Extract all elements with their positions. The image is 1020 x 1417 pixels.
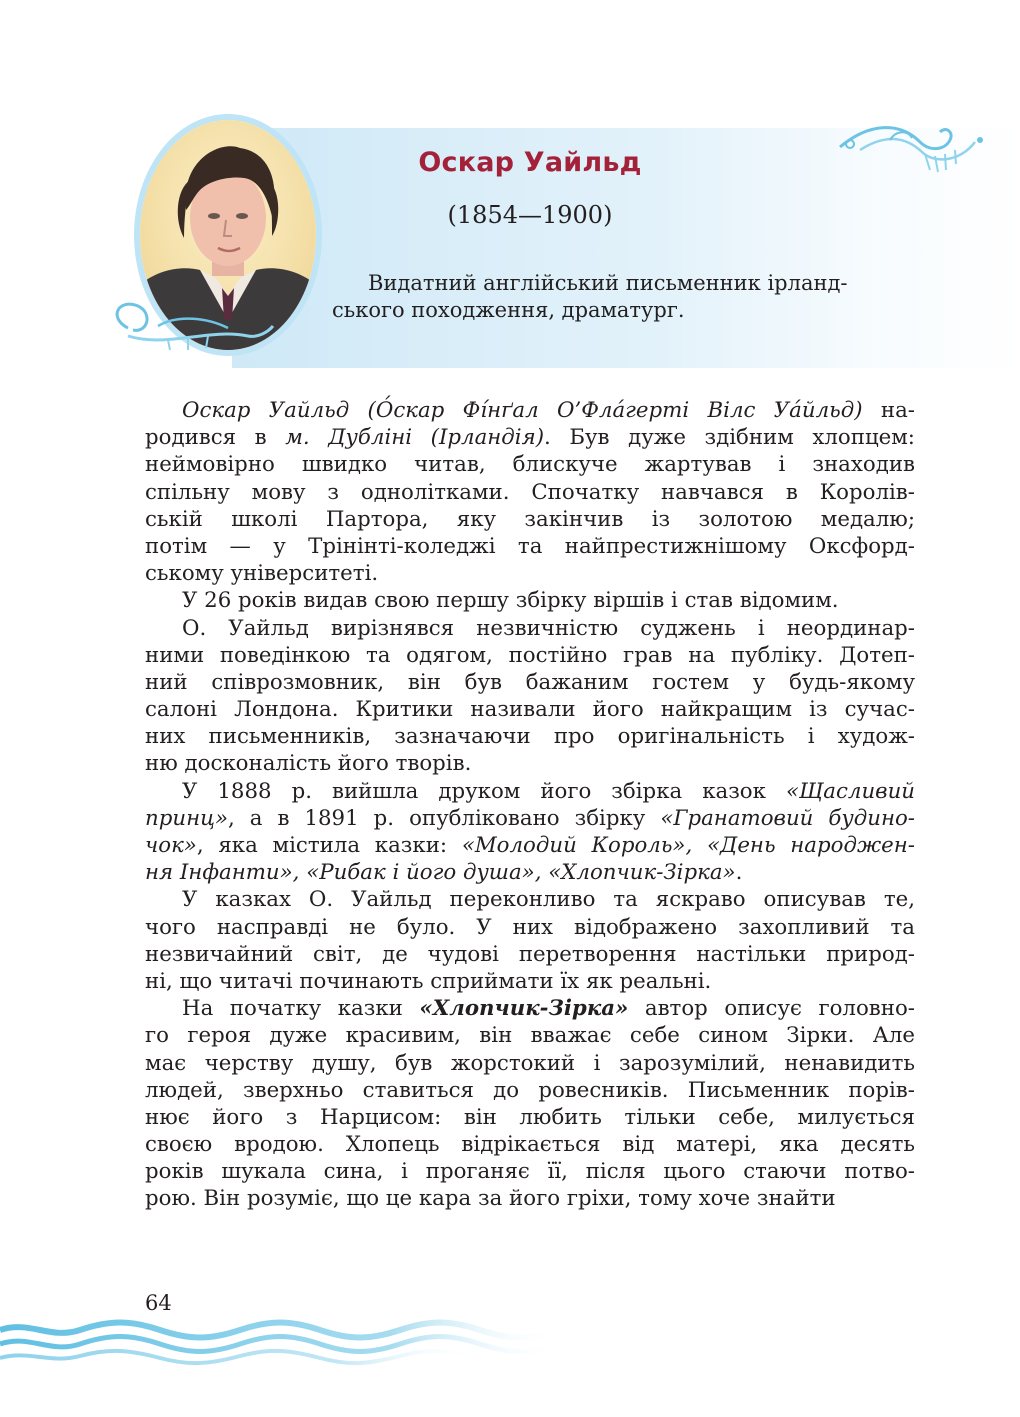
text-line — [145, 479, 915, 506]
text-line — [145, 1185, 915, 1212]
emphasized-text: «Хлопчик-Зірка» — [419, 996, 629, 1022]
text-segment: на- — [862, 398, 915, 423]
text-line — [145, 1104, 915, 1131]
text-segment: ний співрозмовник, він був бажаним гостем у будь-якому — [145, 669, 915, 695]
text-line — [145, 1022, 915, 1049]
emphasized-text: принц» — [145, 805, 228, 831]
emphasized-text: Оскар Уайльд (О́скар Фі́нґал О’Фла́герті Вілс Уа́йльд) — [182, 398, 863, 423]
text-segment: незвичайний світ, де чудові перетворення настільки природ- — [145, 941, 915, 967]
text-segment: . — [735, 860, 743, 886]
text-line — [145, 778, 915, 805]
author-description-line: ського походження, драматург. — [332, 298, 685, 322]
text-segment: , а в 1891 р. опубліковано збірку — [227, 805, 661, 831]
text-line — [145, 859, 915, 886]
emphasized-text: «Щасливий — [785, 778, 915, 804]
text-segment: ській школі Партора, яку закінчив із золотою медалю; — [145, 506, 915, 532]
text-segment: го героя дуже красивим, він вважає себе сином Зірки. Але — [145, 1023, 915, 1049]
text-line — [145, 669, 915, 696]
text-line — [145, 1131, 915, 1158]
emphasized-text: чок» — [145, 833, 197, 858]
text-line — [145, 1158, 915, 1185]
header-ornament-top — [830, 112, 990, 182]
text-line — [145, 424, 915, 451]
text-segment: салоні Лондона. Критики називали його найкращим із сучас- — [145, 697, 915, 723]
emphasized-text: м. Дубліні (Ірландія) — [285, 425, 545, 451]
text-line — [145, 533, 915, 560]
text-segment: ні, що читачі починають сприймати їх як реальні. — [145, 968, 712, 994]
text-segment: рою. Він розуміє, що це кара за його гріхи, тому хоче знайти — [145, 1186, 836, 1212]
text-segment: років шукала сина, і проганяє її, після цього стаючи потво- — [145, 1159, 915, 1185]
text-line — [145, 805, 915, 832]
text-segment: чого насправді не було. У них відображено захопливий та — [145, 914, 915, 940]
text-segment: своєю вродою. Хлопець відрікається від матері, яка десять — [145, 1132, 915, 1158]
footer-wave-decoration — [0, 1308, 560, 1368]
text-line — [145, 696, 915, 723]
text-line — [145, 397, 915, 424]
text-segment: має черству душу, був жорстокий і зарозумілий, ненавидить — [145, 1050, 915, 1076]
text-segment: , яка містила казки: — [196, 833, 462, 858]
text-line — [145, 615, 915, 642]
emphasized-text: «Молодий Король», «День народжен- — [461, 833, 915, 858]
author-years: (1854—1900) — [447, 201, 613, 229]
text-segment: ню досконалість його творів. — [145, 751, 472, 777]
emphasized-text: ня Інфанти», «Рибак і його душа», «Хлопчик-Зірка» — [145, 860, 736, 886]
text-line — [145, 587, 915, 614]
text-line — [145, 941, 915, 968]
biography-text — [145, 397, 915, 1213]
text-line — [145, 750, 915, 777]
text-line — [145, 968, 915, 995]
text-segment: них письменників, зазначаючи про оригінальність і худож- — [145, 724, 915, 750]
text-line — [145, 723, 915, 750]
text-segment: нює його з Нарцисом: він любить тільки себе, милується — [145, 1104, 915, 1130]
text-segment: У 26 років видав свою першу збірку віршів і став відомим. — [182, 588, 839, 614]
text-line — [145, 914, 915, 941]
text-line — [145, 506, 915, 533]
page-number: 64 — [145, 1291, 172, 1315]
text-line — [145, 886, 915, 913]
text-segment: автор описує головно- — [628, 996, 915, 1022]
text-segment: неймовірно швидко читав, блискуче жартував і знаходив — [145, 452, 915, 478]
text-segment: . Був дуже здібним хлопцем: — [544, 425, 915, 451]
text-line — [145, 1077, 915, 1104]
text-segment: спільну мову з однолітками. Спочатку навчався в Королів- — [145, 479, 915, 505]
text-segment: потім — у Трінінті-коледжі та найпрестижнішому Оксфорд- — [145, 533, 915, 559]
text-segment: О. Уайльд вирізнявся незвичністю суджень і неординар- — [182, 615, 915, 641]
author-name: Оскар Уайльд — [418, 147, 642, 178]
text-segment: ними поведінкою та одягом, постійно грав на публіку. Дотеп- — [145, 642, 915, 668]
text-segment: У 1888 р. вийшла друком його збірка казок — [182, 778, 786, 804]
text-segment: ському університеті. — [145, 561, 379, 587]
text-line — [145, 451, 915, 478]
author-description — [332, 270, 932, 324]
text-line — [145, 995, 915, 1022]
emphasized-text: «Гранатовий будино- — [660, 805, 915, 831]
text-segment: У казках О. Уайльд переконливо та яскраво описував те, — [182, 887, 915, 913]
text-line — [145, 560, 915, 587]
author-description-line: Видатний англійський письменник ірланд- — [368, 271, 848, 295]
text-line — [145, 1050, 915, 1077]
text-segment: родився в — [145, 425, 286, 451]
text-segment: На початку казки — [182, 996, 420, 1022]
text-line — [145, 832, 915, 859]
header-ornament-left — [98, 288, 278, 358]
text-segment: людей, зверхньо ставиться до ровесників. Письменник порів- — [145, 1077, 915, 1103]
text-line — [145, 642, 915, 669]
